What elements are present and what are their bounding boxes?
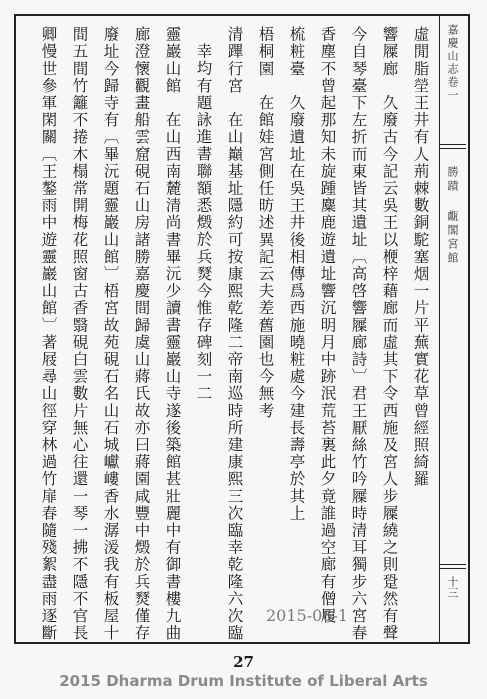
text-column: 幸均有題詠進書聯額悉燬於兵燹今惟存碑刻一二 [194,43,213,403]
margin-divider [440,144,466,145]
page-frame [14,14,470,644]
leaf-number: 十三 [446,576,459,598]
text-column: 廢址今歸寺有〔畢沅題靈巖山館〕梧宮故苑硯石名山石城巘嶁香水潺湲我有板屋十 [101,26,120,642]
book-title: 嘉慶山志卷一 [446,24,459,102]
text-column: 廊澄懷觀畫船雲窟硯石山房諸勝嘉慶間歸虞山蔣氏故亦曰蔣園咸豐中燬於兵燹僅存 [132,26,151,642]
margin-column [439,16,466,642]
section-title: 勝蹟 甗閣宮館 [446,166,459,266]
margin-divider [440,568,466,569]
margin-divider [440,564,466,565]
text-column: 清蹕行宮 在山巔基址隱約可按康熙乾隆二帝南巡時所建康熙三次臨幸乾隆六次臨 [225,26,244,642]
margin-divider [440,148,466,149]
page-number: 27 [233,653,254,671]
text-column: 靈巖山館 在山西南麓清尚書畢沅少讀書靈巖山寺遂後築館甚壯麗中有御書樓九曲 [163,26,182,642]
text-column: 虛閒脂塋王井有人荊棘數銅駝塞烟一片平蕪實花草曾經照綺羅 [411,26,430,488]
text-body [26,26,434,642]
text-column: 香塵不曾起那知未旋踵麋鹿遊遺址響沉明月中跡泯荒苔裏此夕竟誰過空廊有僧履 [318,26,337,625]
text-column: 間五間竹籬不捲木榻常開梅花照窗古香翳硯白雲數片無心往還一琴一拂不隱不官長 [70,26,89,642]
text-column: 今自琴臺下左折而東皆其遺址〔高啓響屧廊詩〕君王厭絲竹吟屧時清耳獨步六宮春 [349,26,368,642]
text-column: 梧桐園 在館娃宮側任昉述異記云夫差舊園也今無考 [256,26,275,420]
date-stamp: 2015-06-1 [266,606,349,625]
text-column: 梳粧臺 久廢遺址在吳王井後相傳爲西施曉粧處今建長壽亭於其上 [287,26,306,522]
text-column: 卿慢世參軍閑關〔王鏊雨中遊靈巖山館〕著屐尋山徑穿林過竹扉春隨殘絮盡雨逐斷 [39,26,58,642]
watermark: 2015 Dharma Drum Institute of Liberal Arts [59,672,428,690]
text-column: 響屧廊 久廢古今記云吳王以楩梓藉廊而虛其下令西施及宮人步屧繞之則跫然有聲 [380,26,399,642]
